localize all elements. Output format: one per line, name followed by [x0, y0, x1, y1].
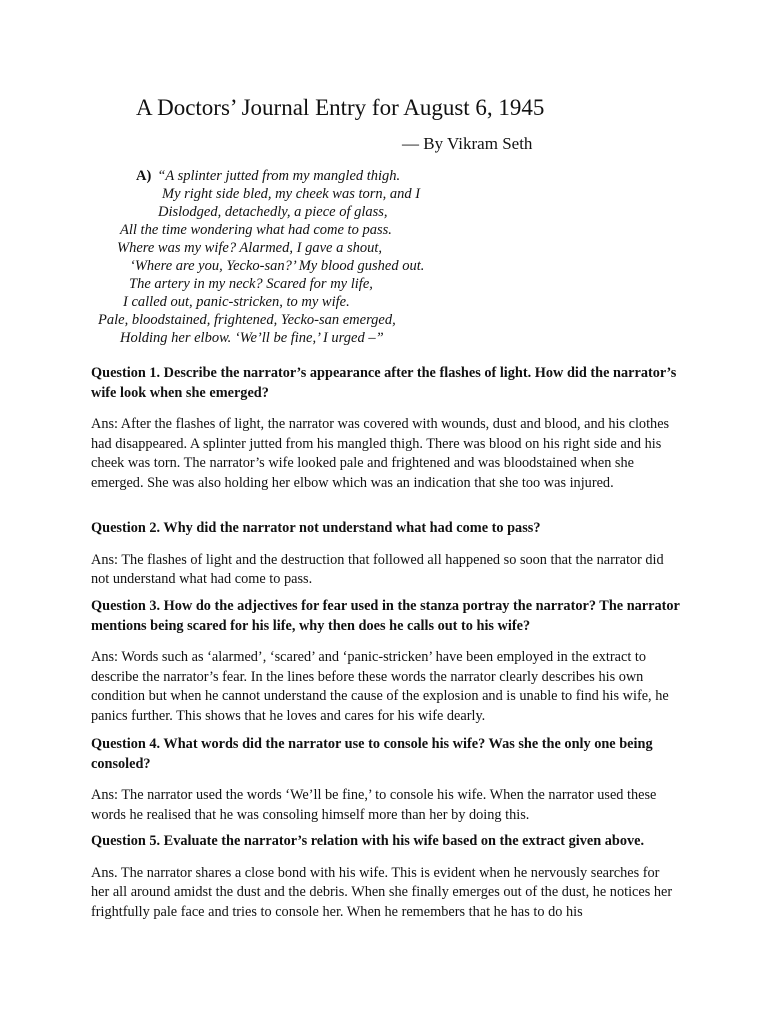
answer-5: Ans. The narrator shares a close bond with his wife. This is evident when he nervously searches for her all around amidst the dust and the debris. When she finally emerges out of the dust, he notices her frightfully pale face and tries to console her. When he remembers that he has to do his	[91, 864, 673, 920]
poem-line: Holding her elbow. ‘We’ll be fine,’ I urged –”	[120, 330, 384, 346]
question-5: Question 5. Evaluate the narrator’s relation with his wife based on the extract given above.	[91, 833, 645, 849]
poem-line	[136, 167, 400, 185]
qa-block-4	[91, 735, 681, 825]
question-4: Question 4. What words did the narrator use to console his wife? Was she the only one being consoled?	[91, 736, 653, 772]
poem-line: ‘Where are you, Yecko-san?’ My blood gushed out.	[130, 258, 425, 274]
answer-4: Ans: The narrator used the words ‘We’ll be fine,’ to console his wife. When the narrator used these words he realised that he was consoling himself more than her by doing this.	[91, 787, 657, 823]
answer-1: Ans: After the flashes of light, the narrator was covered with wounds, dust and blood, and his clothes had disappeared. A splinter jutted from his mangled thigh. There was blood on his right side and his cheek was torn. The narrator’s wife looked pale and frightened and was bloodstained when she emerged. She was also holding her elbow which was an indication that she too was injured.	[91, 416, 670, 491]
poem-line: Where was my wife? Alarmed, I gave a shout,	[117, 240, 382, 256]
qa-block-1	[91, 364, 681, 494]
question-2: Question 2. Why did the narrator not understand what had come to pass?	[91, 520, 541, 536]
document-title: A Doctors’ Journal Entry for August 6, 1945	[136, 95, 545, 120]
poem-line: Dislodged, detachedly, a piece of glass,	[158, 204, 388, 220]
poem-line: All the time wondering what had come to pass.	[120, 222, 392, 238]
poem-marker: A)	[136, 168, 152, 184]
poem-line: The artery in my neck? Scared for my life,	[129, 276, 373, 292]
poem-line: My right side bled, my cheek was torn, and I	[162, 186, 421, 202]
author-byline: — By Vikram Seth	[402, 134, 533, 153]
answer-3: Ans: Words such as ‘alarmed’, ‘scared’ and ‘panic-stricken’ have been employed in the extract to describe the narrator’s fear. In the lines before these words the narrator clearly describes his own condition but when he cannot understand the cause of the explosion and is unable to find his wife, he panics further. This shows that he loves and cares for his wife dearly.	[91, 649, 669, 724]
answer-2: Ans: The flashes of light and the destruction that followed all happened so soon that the narrator did not understand what had come to pass.	[91, 551, 664, 588]
qa-block-5	[91, 832, 681, 922]
poem-line-text: “A splinter jutted from my mangled thigh.	[157, 168, 401, 184]
qa-block-3	[91, 597, 681, 727]
poem-line: Pale, bloodstained, frightened, Yecko-san emerged,	[98, 312, 396, 328]
question-3: Question 3. How do the adjectives for fear used in the stanza portray the narrator? The narrator mentions being scared for his life, why then does he calls out to his wife?	[91, 598, 680, 634]
question-1: Question 1. Describe the narrator’s appearance after the flashes of light. How did the narrator’s wife look when she emerged?	[91, 365, 677, 401]
poem-line: I called out, panic-stricken, to my wife.	[123, 294, 350, 310]
qa-block-2	[91, 519, 681, 590]
